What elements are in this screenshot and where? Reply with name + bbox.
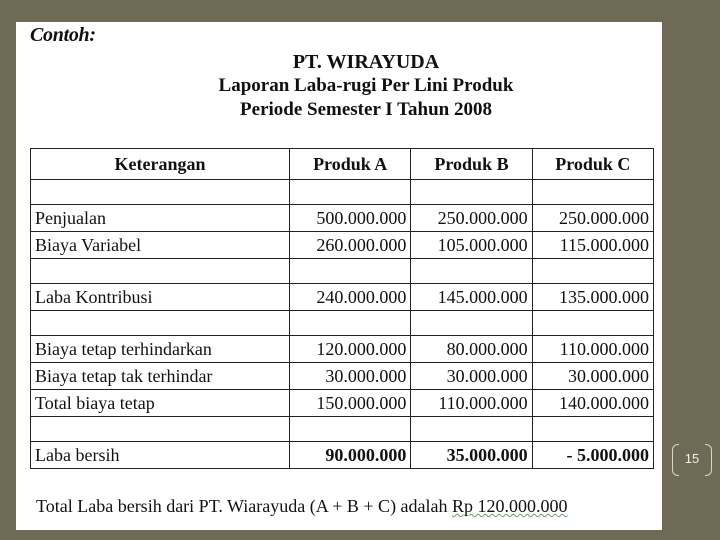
value-a: 120.000.000 xyxy=(290,336,411,363)
row-label: Penjualan xyxy=(31,205,290,232)
report-title xyxy=(166,50,566,122)
value-a xyxy=(290,180,411,205)
header-produk-c: Produk C xyxy=(532,149,653,180)
value-c xyxy=(532,180,653,205)
value-b xyxy=(411,417,532,442)
bracket-left-icon xyxy=(672,444,679,476)
value-b: 80.000.000 xyxy=(411,336,532,363)
value-a: 500.000.000 xyxy=(290,205,411,232)
value-b: 30.000.000 xyxy=(411,363,532,390)
table-row xyxy=(31,311,654,336)
report-period: Periode Semester I Tahun 2008 xyxy=(240,99,492,120)
row-label: Biaya Variabel xyxy=(31,232,290,259)
value-c xyxy=(532,417,653,442)
value-b: 145.000.000 xyxy=(411,284,532,311)
value-b: 105.000.000 xyxy=(411,232,532,259)
value-c xyxy=(532,311,653,336)
value-b xyxy=(411,259,532,284)
summary-text: Total Laba bersih dari PT. Wiarayuda (A + B + C) adalah xyxy=(36,496,453,516)
value-c: 30.000.000 xyxy=(532,363,653,390)
header-keterangan: Keterangan xyxy=(31,149,290,180)
header-produk-b: Produk B xyxy=(411,149,532,180)
value-a: 90.000.000 xyxy=(290,442,411,469)
table-row xyxy=(31,363,654,390)
table-row xyxy=(31,259,654,284)
example-heading: Contoh: xyxy=(30,24,96,46)
row-label: Laba Kontribusi xyxy=(31,284,290,311)
table-row xyxy=(31,232,654,259)
value-a xyxy=(290,417,411,442)
table-row xyxy=(31,442,654,469)
row-label xyxy=(31,311,290,336)
left-band xyxy=(0,0,16,540)
table-row xyxy=(31,336,654,363)
value-b xyxy=(411,180,532,205)
slide-content xyxy=(16,22,662,530)
summary-amount: Rp 120.000.000 xyxy=(452,496,568,516)
slide-number xyxy=(672,444,712,474)
value-b: 35.000.000 xyxy=(411,442,532,469)
table-row xyxy=(31,417,654,442)
value-b xyxy=(411,311,532,336)
row-label: Biaya tetap terhindarkan xyxy=(31,336,290,363)
value-c xyxy=(532,259,653,284)
value-b: 110.000.000 xyxy=(411,390,532,417)
row-label: Biaya tetap tak terhindar xyxy=(31,363,290,390)
bracket-right-icon xyxy=(705,444,712,476)
slide-number-text: 15 xyxy=(684,451,700,466)
header-produk-a: Produk A xyxy=(290,149,411,180)
value-a xyxy=(290,259,411,284)
value-c: 135.000.000 xyxy=(532,284,653,311)
value-b: 250.000.000 xyxy=(411,205,532,232)
row-label: Laba bersih xyxy=(31,442,290,469)
value-c: - 5.000.000 xyxy=(532,442,653,469)
income-statement-table xyxy=(30,148,654,469)
value-a xyxy=(290,311,411,336)
value-a: 30.000.000 xyxy=(290,363,411,390)
value-c: 110.000.000 xyxy=(532,336,653,363)
value-a: 150.000.000 xyxy=(290,390,411,417)
value-a: 240.000.000 xyxy=(290,284,411,311)
value-c: 115.000.000 xyxy=(532,232,653,259)
company-name: PT. WIRAYUDA xyxy=(292,51,440,73)
table-header-row xyxy=(31,149,654,180)
table-row xyxy=(31,284,654,311)
row-label: Total biaya tetap xyxy=(31,390,290,417)
table-row xyxy=(31,390,654,417)
summary-line xyxy=(36,496,568,517)
row-label xyxy=(31,180,290,205)
value-a: 260.000.000 xyxy=(290,232,411,259)
table-row xyxy=(31,180,654,205)
row-label xyxy=(31,259,290,284)
report-name: Laporan Laba-rugi Per Lini Produk xyxy=(218,75,514,96)
table-row xyxy=(31,205,654,232)
value-c: 140.000.000 xyxy=(532,390,653,417)
value-c: 250.000.000 xyxy=(532,205,653,232)
row-label xyxy=(31,417,290,442)
